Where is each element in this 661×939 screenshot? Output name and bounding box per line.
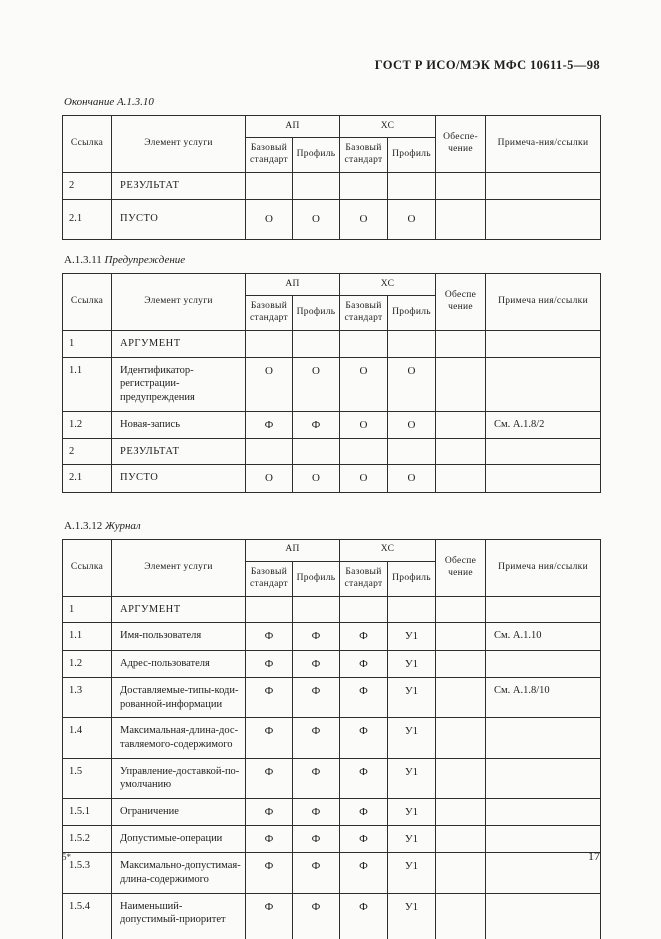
table-row xyxy=(63,465,601,492)
table-row xyxy=(63,623,601,650)
ref-cell: 1.5.4 xyxy=(63,893,112,939)
column-header-element: Элемент услуги xyxy=(112,116,246,173)
element-cell: Управление-доставкой-по-умолчанию xyxy=(112,758,246,798)
table-row xyxy=(63,596,601,623)
page-number: 17 xyxy=(588,849,600,863)
support-cell xyxy=(436,718,486,758)
column-header-ap-profile: Профиль xyxy=(293,295,340,330)
notes-cell xyxy=(486,199,601,239)
ap-profile-cell: Ф xyxy=(293,826,340,853)
table-row xyxy=(63,718,601,758)
ap-profile-cell: О xyxy=(293,199,340,239)
ap-profile-cell: Ф xyxy=(293,650,340,677)
header-group-row xyxy=(63,116,601,138)
notes-cell xyxy=(486,596,601,623)
xc-base-cell: О xyxy=(340,199,388,239)
ref-cell: 1 xyxy=(63,596,112,623)
xc-profile-cell: У1 xyxy=(388,758,436,798)
ap-base-cell xyxy=(246,438,293,465)
ap-profile-cell: Ф xyxy=(293,893,340,939)
notes-cell xyxy=(486,173,601,200)
ref-cell: 1.2 xyxy=(63,411,112,438)
element-cell: Ограничение xyxy=(112,798,246,825)
notes-cell: См. А.1.8/2 xyxy=(486,411,601,438)
table-row xyxy=(63,199,601,239)
xc-base-cell xyxy=(340,330,388,357)
table-body xyxy=(63,173,601,240)
column-header-ref: Ссылка xyxy=(63,539,112,596)
ref-cell: 1.5 xyxy=(63,758,112,798)
column-header-xc-base: Базовый стандарт xyxy=(340,138,388,173)
ap-profile-cell xyxy=(293,330,340,357)
element-cell: ПУСТО xyxy=(112,465,246,492)
ap-profile-cell xyxy=(293,173,340,200)
table-container-a1310 xyxy=(0,115,661,240)
xc-profile-cell: У1 xyxy=(388,650,436,677)
xc-base-cell: Ф xyxy=(340,650,388,677)
ref-cell: 2 xyxy=(63,438,112,465)
column-header-ref: Ссылка xyxy=(63,116,112,173)
column-header-ap-group: АП xyxy=(246,273,340,295)
column-header-notes: Примеча-ния/ссылки xyxy=(486,116,601,173)
xc-profile-cell: У1 xyxy=(388,893,436,939)
xc-profile-cell: У1 xyxy=(388,798,436,825)
support-cell xyxy=(436,357,486,411)
xc-profile-cell xyxy=(388,596,436,623)
table-container-a1311 xyxy=(0,273,661,493)
xc-profile-cell xyxy=(388,438,436,465)
support-cell xyxy=(436,758,486,798)
xc-base-cell: О xyxy=(340,357,388,411)
column-header-xc-group: ХС xyxy=(340,539,436,561)
table-row xyxy=(63,650,601,677)
xc-base-cell xyxy=(340,596,388,623)
support-cell xyxy=(436,438,486,465)
notes-cell xyxy=(486,438,601,465)
ap-profile-cell: О xyxy=(293,465,340,492)
support-cell xyxy=(436,596,486,623)
ref-cell: 1.1 xyxy=(63,357,112,411)
element-cell: АРГУМЕНТ xyxy=(112,330,246,357)
xc-profile-cell: У1 xyxy=(388,677,436,717)
support-cell xyxy=(436,893,486,939)
element-cell: Максимально-допустимая-длина-содержимого xyxy=(112,853,246,893)
ref-cell: 1.3 xyxy=(63,677,112,717)
xc-base-cell xyxy=(340,173,388,200)
ap-profile-cell: О xyxy=(293,357,340,411)
table-row xyxy=(63,357,601,411)
xc-base-cell: О xyxy=(340,465,388,492)
ap-base-cell: О xyxy=(246,199,293,239)
column-header-ap-profile: Профиль xyxy=(293,561,340,596)
service-elements-table xyxy=(62,273,601,493)
ref-cell: 2.1 xyxy=(63,199,112,239)
column-header-xc-base: Базовый стандарт xyxy=(340,295,388,330)
ap-base-cell: Ф xyxy=(246,650,293,677)
notes-cell xyxy=(486,650,601,677)
notes-cell xyxy=(486,893,601,939)
signature-mark: 5* xyxy=(62,852,71,862)
ap-profile-cell: Ф xyxy=(293,677,340,717)
section-caption-a1311 xyxy=(64,254,661,266)
table-row xyxy=(63,330,601,357)
section-caption-a1312 xyxy=(64,520,661,532)
xc-base-cell: Ф xyxy=(340,798,388,825)
header-group-row xyxy=(63,273,601,295)
ap-base-cell: Ф xyxy=(246,718,293,758)
table-row xyxy=(63,173,601,200)
column-header-ap-base: Базовый стандарт xyxy=(246,138,293,173)
ap-profile-cell: Ф xyxy=(293,758,340,798)
table-row xyxy=(63,677,601,717)
column-header-element: Элемент услуги xyxy=(112,539,246,596)
notes-cell: См. А.1.8/10 xyxy=(486,677,601,717)
table-body xyxy=(63,330,601,492)
ref-cell: 1 xyxy=(63,330,112,357)
support-cell xyxy=(436,798,486,825)
xc-profile-cell: У1 xyxy=(388,623,436,650)
notes-cell xyxy=(486,758,601,798)
column-header-ap-base: Базовый стандарт xyxy=(246,295,293,330)
table-row xyxy=(63,438,601,465)
ap-profile-cell: Ф xyxy=(293,718,340,758)
table-body xyxy=(63,596,601,939)
column-header-xc-profile: Профиль xyxy=(388,138,436,173)
support-cell xyxy=(436,465,486,492)
ap-base-cell: Ф xyxy=(246,826,293,853)
table-row xyxy=(63,798,601,825)
table-header xyxy=(63,539,601,596)
ref-cell: 1.5.1 xyxy=(63,798,112,825)
ap-profile-cell xyxy=(293,438,340,465)
section-number: А.1.3.12 xyxy=(64,519,103,532)
ap-base-cell: Ф xyxy=(246,853,293,893)
ap-base-cell: Ф xyxy=(246,758,293,798)
column-header-ap-base: Базовый стандарт xyxy=(246,561,293,596)
element-cell: Идентификатор-регистрации-предупреждения xyxy=(112,357,246,411)
ap-base-cell: О xyxy=(246,465,293,492)
service-elements-table xyxy=(62,539,601,939)
xc-profile-cell: У1 xyxy=(388,718,436,758)
service-elements-table xyxy=(62,115,601,240)
element-cell: Доставляемые-типы-коди-рованной-информации xyxy=(112,677,246,717)
table-row xyxy=(63,758,601,798)
table-row xyxy=(63,411,601,438)
ap-profile-cell: Ф xyxy=(293,853,340,893)
support-cell xyxy=(436,650,486,677)
notes-cell xyxy=(486,330,601,357)
element-cell: РЕЗУЛЬТАТ xyxy=(112,173,246,200)
standard-designation: ГОСТ Р ИСО/МЭК МФС 10611-5—98 xyxy=(374,58,600,72)
column-header-ap-group: АП xyxy=(246,116,340,138)
column-header-ap-group: АП xyxy=(246,539,340,561)
column-header-xc-profile: Профиль xyxy=(388,295,436,330)
column-header-ref: Ссылка xyxy=(63,273,112,330)
support-cell xyxy=(436,173,486,200)
notes-cell xyxy=(486,465,601,492)
xc-profile-cell: О xyxy=(388,199,436,239)
element-cell: Наименьший-допустимый-приоритет xyxy=(112,893,246,939)
column-header-xc-group: ХС xyxy=(340,273,436,295)
ap-base-cell: Ф xyxy=(246,798,293,825)
column-header-element: Элемент услуги xyxy=(112,273,246,330)
xc-profile-cell: О xyxy=(388,465,436,492)
xc-profile-cell: О xyxy=(388,357,436,411)
ap-base-cell: Ф xyxy=(246,677,293,717)
ref-cell: 2.1 xyxy=(63,465,112,492)
ref-cell: 1.5.2 xyxy=(63,826,112,853)
support-cell xyxy=(436,199,486,239)
support-cell xyxy=(436,677,486,717)
element-cell: Адрес-пользователя xyxy=(112,650,246,677)
column-header-xc-base: Базовый стандарт xyxy=(340,561,388,596)
ap-base-cell xyxy=(246,173,293,200)
xc-base-cell: О xyxy=(340,411,388,438)
ap-base-cell xyxy=(246,330,293,357)
table-header xyxy=(63,116,601,173)
column-header-xc-profile: Профиль xyxy=(388,561,436,596)
column-header-support: Обеспе чение xyxy=(436,273,486,330)
ap-base-cell: Ф xyxy=(246,893,293,939)
section-caption-continuation xyxy=(64,96,661,108)
element-cell: РЕЗУЛЬТАТ xyxy=(112,438,246,465)
ap-profile-cell: Ф xyxy=(293,798,340,825)
element-cell: Новая-запись xyxy=(112,411,246,438)
xc-base-cell xyxy=(340,438,388,465)
element-cell: Максимальная-длина-дос-тавляемого-содержимого xyxy=(112,718,246,758)
element-cell: ПУСТО xyxy=(112,199,246,239)
element-cell: Имя-пользователя xyxy=(112,623,246,650)
section-title: Предупреждение xyxy=(104,253,186,266)
support-cell xyxy=(436,411,486,438)
table-header xyxy=(63,273,601,330)
ap-base-cell: О xyxy=(246,357,293,411)
ap-profile-cell xyxy=(293,596,340,623)
section-title: Журнал xyxy=(104,519,141,532)
column-header-support: Обеспе чение xyxy=(436,539,486,596)
column-header-ap-profile: Профиль xyxy=(293,138,340,173)
ap-base-cell xyxy=(246,596,293,623)
ref-cell: 1.4 xyxy=(63,718,112,758)
xc-base-cell: Ф xyxy=(340,853,388,893)
page-footer xyxy=(62,849,600,864)
xc-base-cell: Ф xyxy=(340,623,388,650)
column-header-notes: Примеча ния/ссылки xyxy=(486,273,601,330)
notes-cell: См. А.1.10 xyxy=(486,623,601,650)
element-cell: АРГУМЕНТ xyxy=(112,596,246,623)
support-cell xyxy=(436,623,486,650)
section-number: А.1.3.11 xyxy=(64,253,102,266)
ref-cell: 2 xyxy=(63,173,112,200)
xc-profile-cell xyxy=(388,330,436,357)
table-container-a1312 xyxy=(0,539,661,939)
xc-profile-cell: У1 xyxy=(388,826,436,853)
section-caption-text: Окончание А.1.3.10 xyxy=(64,96,154,108)
xc-base-cell: Ф xyxy=(340,758,388,798)
table-row xyxy=(63,893,601,939)
ref-cell: 1.5.3 xyxy=(63,853,112,893)
ap-profile-cell: Ф xyxy=(293,411,340,438)
element-cell: Допустимые-операции xyxy=(112,826,246,853)
xc-profile-cell: О xyxy=(388,411,436,438)
xc-base-cell: Ф xyxy=(340,718,388,758)
header-group-row xyxy=(63,539,601,561)
xc-profile-cell: У1 xyxy=(388,853,436,893)
xc-base-cell: Ф xyxy=(340,893,388,939)
notes-cell xyxy=(486,718,601,758)
xc-base-cell: Ф xyxy=(340,677,388,717)
ref-cell: 1.1 xyxy=(63,623,112,650)
notes-cell xyxy=(486,798,601,825)
support-cell xyxy=(436,330,486,357)
xc-profile-cell xyxy=(388,173,436,200)
column-header-notes: Примеча ния/ссылки xyxy=(486,539,601,596)
ap-base-cell: Ф xyxy=(246,623,293,650)
ap-base-cell: Ф xyxy=(246,411,293,438)
notes-cell xyxy=(486,357,601,411)
xc-base-cell: Ф xyxy=(340,826,388,853)
ref-cell: 1.2 xyxy=(63,650,112,677)
column-header-xc-group: ХС xyxy=(340,116,436,138)
ap-profile-cell: Ф xyxy=(293,623,340,650)
column-header-support: Обеспе-чение xyxy=(436,116,486,173)
